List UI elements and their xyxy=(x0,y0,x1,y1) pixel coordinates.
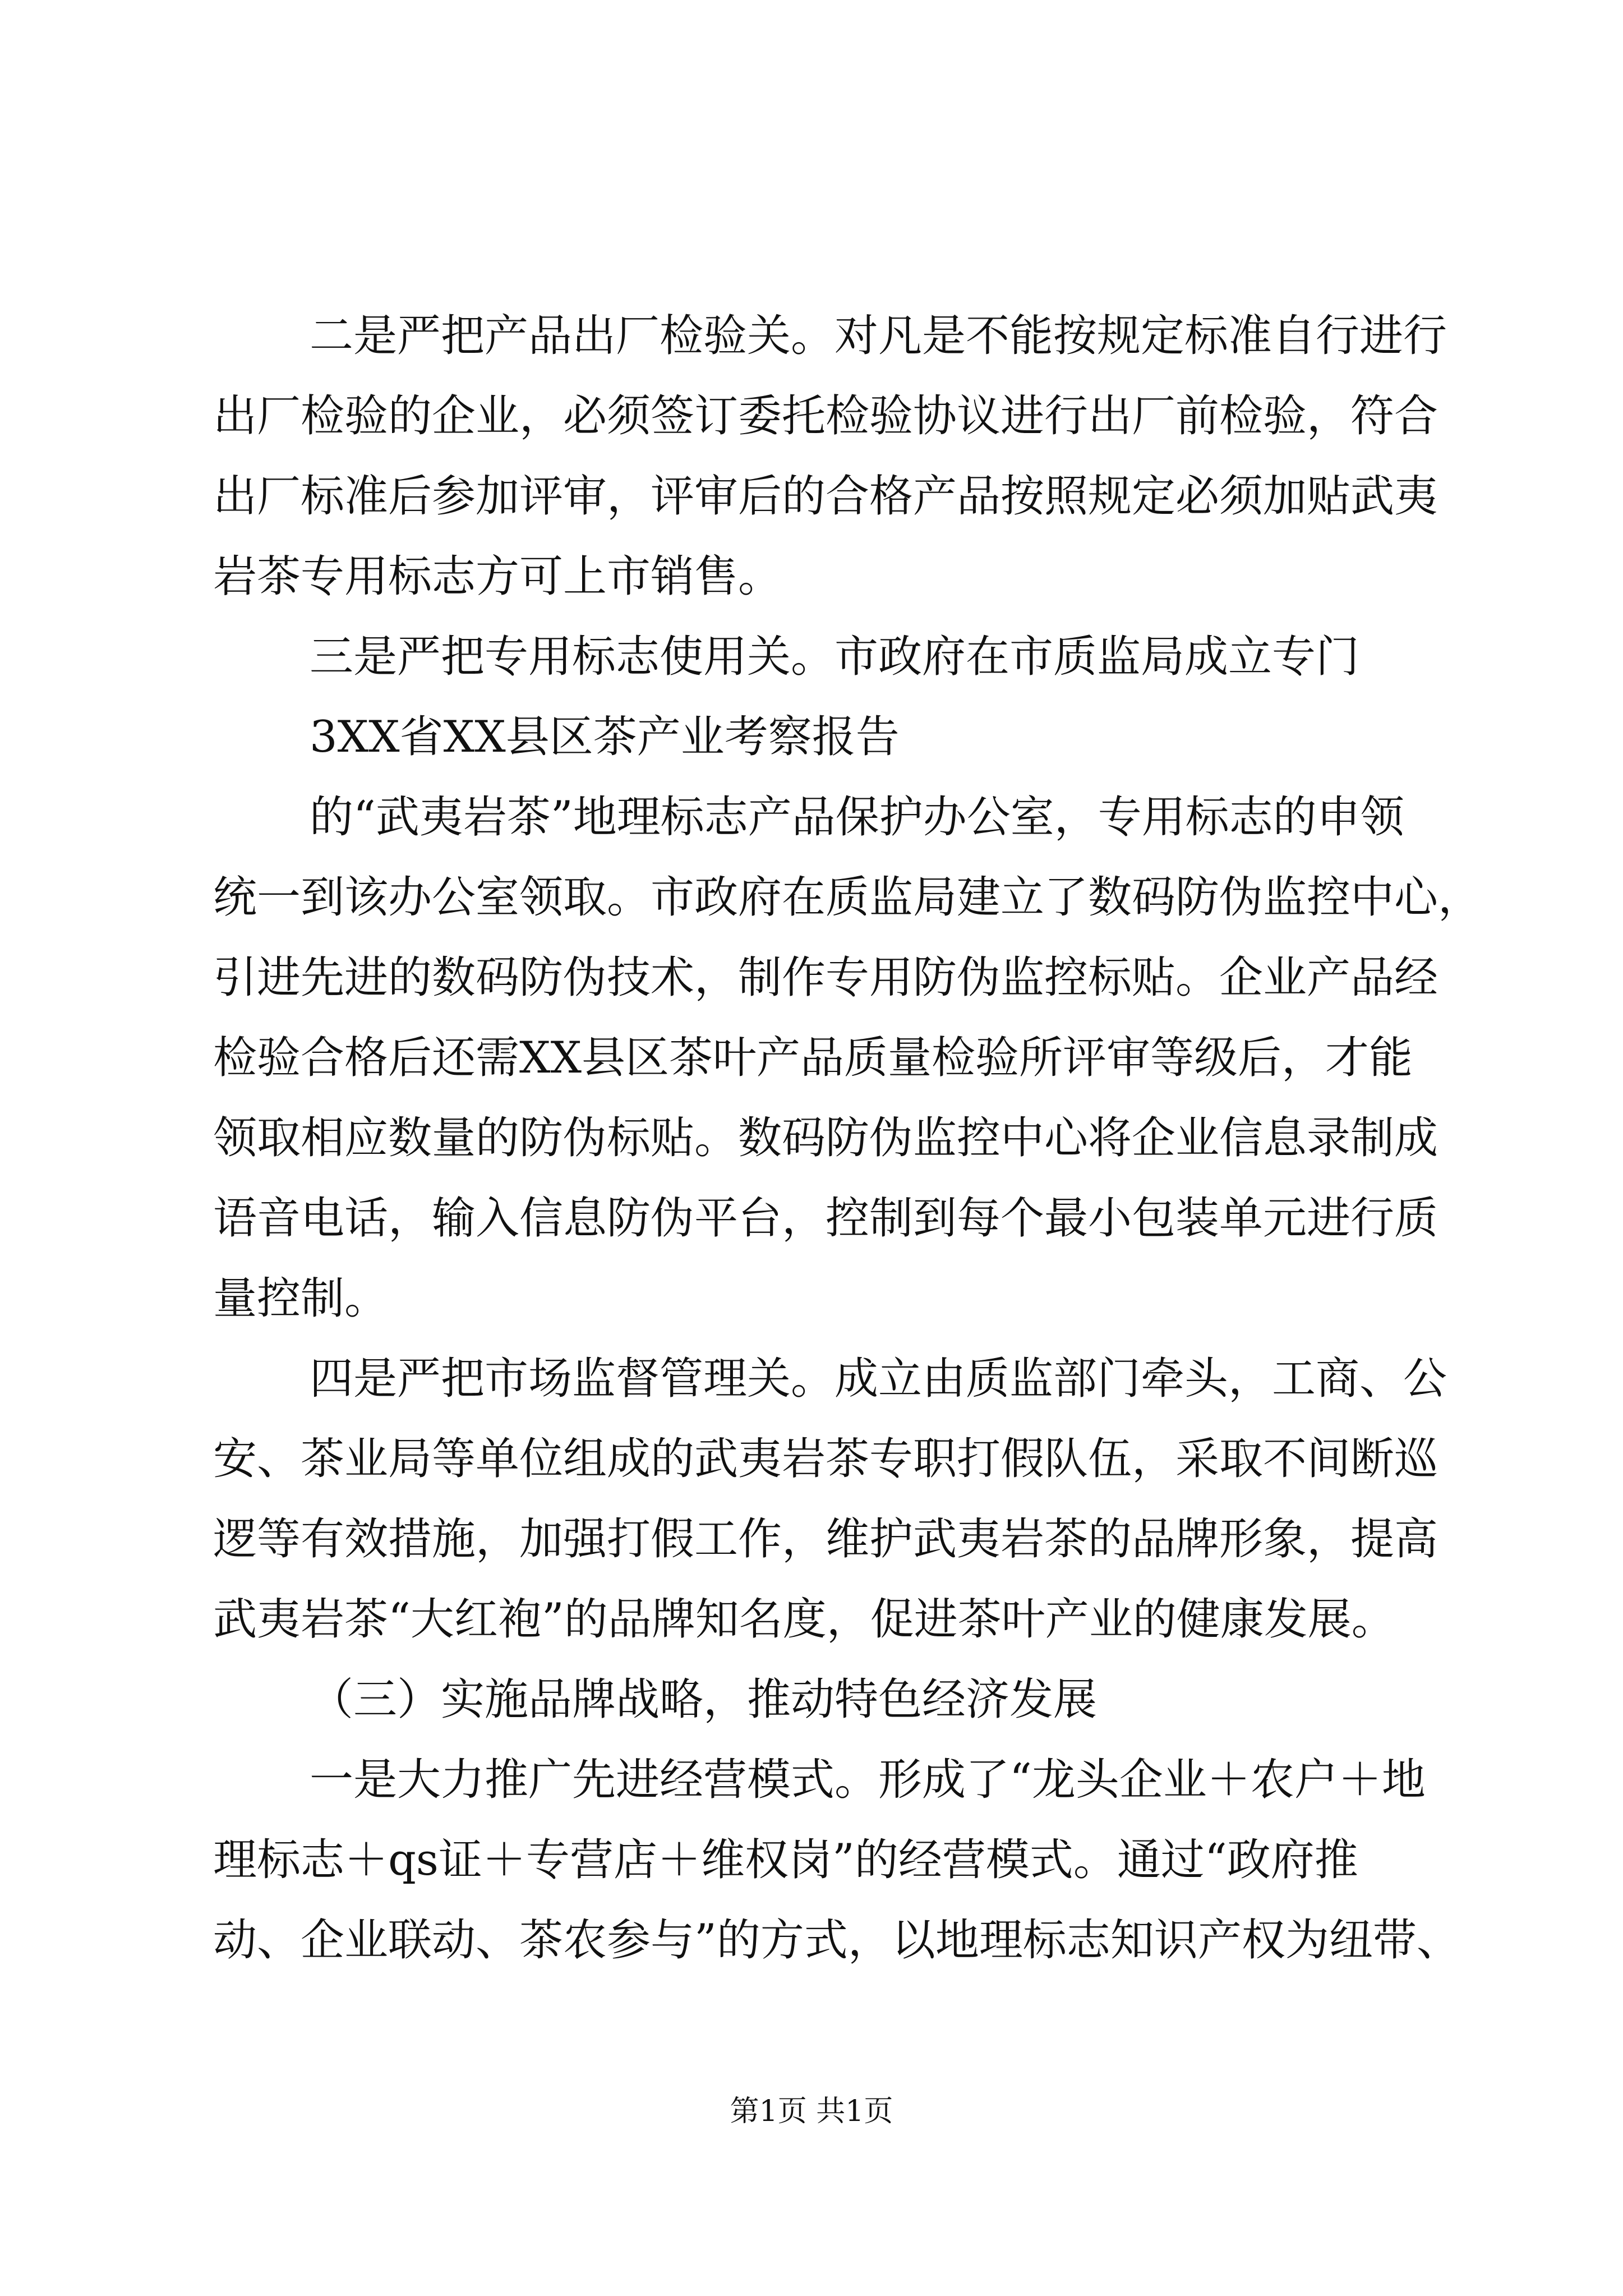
paragraph-line: 的“武夷岩茶”地理标志产品保护办公室，专用标志的申领 xyxy=(310,792,1404,843)
section-heading: （三）实施品牌战略，推动特色经济发展 xyxy=(310,1674,1098,1725)
paragraph-line: 引进先进的数码防伪技术，制作专用防伪监控标贴。企业产品经 xyxy=(213,953,1438,1003)
running-header-line: 3XX省XX县区茶产业考察报告 xyxy=(310,712,900,762)
paragraph-line: 出厂检验的企业，必须签订委托检验协议进行出厂前检验，符合 xyxy=(213,391,1438,441)
paragraph-line: 一是大力推广先进经营模式。形成了“龙头企业＋农户＋地 xyxy=(310,1755,1426,1805)
paragraph-line: 岩茶专用标志方可上市销售。 xyxy=(213,551,782,602)
paragraph-line: 逻等有效措施，加强打假工作，维护武夷岩茶的品牌形象，提高 xyxy=(213,1514,1438,1565)
paragraph-line: 安、茶业局等单位组成的武夷岩茶专职打假队伍，采取不间断巡 xyxy=(213,1434,1438,1484)
paragraph-line: 语音电话，输入信息防伪平台，控制到每个最小包装单元进行质 xyxy=(213,1193,1438,1244)
paragraph-line: 四是严把市场监督管理关。成立由质监部门牵头，工商、公 xyxy=(310,1354,1447,1404)
paragraph-line: 统一到该办公室领取。市政府在质监局建立了数码防伪监控中心， xyxy=(213,872,1482,923)
paragraph-line: 理标志＋qs证＋专营店＋维权岗”的经营模式。通过“政府推 xyxy=(213,1835,1358,1885)
paragraph-line: 领取相应数量的防伪标贴。数码防伪监控中心将企业信息录制成 xyxy=(213,1113,1438,1163)
paragraph-line: 量控制。 xyxy=(213,1273,389,1324)
page-footer: 第1页 共1页 xyxy=(730,2095,893,2128)
paragraph-line: 武夷岩茶“大红袍”的品牌知名度，促进茶叶产业的健康发展。 xyxy=(213,1594,1395,1645)
paragraph-line: 动、企业联动、茶农参与”的方式，以地理标志知识产权为纽带、 xyxy=(213,1915,1460,1966)
paragraph-line: 出厂标准后参加评审，评审后的合格产品按照规定必须加贴武夷 xyxy=(213,471,1438,522)
paragraph-line: 检验合格后还需XX县区茶叶产品质量检验所评审等级后，才能 xyxy=(213,1033,1413,1083)
paragraph-line: 二是严把产品出厂检验关。对凡是不能按规定标准自行进行 xyxy=(310,311,1447,361)
paragraph-line: 三是严把专用标志使用关。市政府在市质监局成立专门 xyxy=(310,632,1360,682)
